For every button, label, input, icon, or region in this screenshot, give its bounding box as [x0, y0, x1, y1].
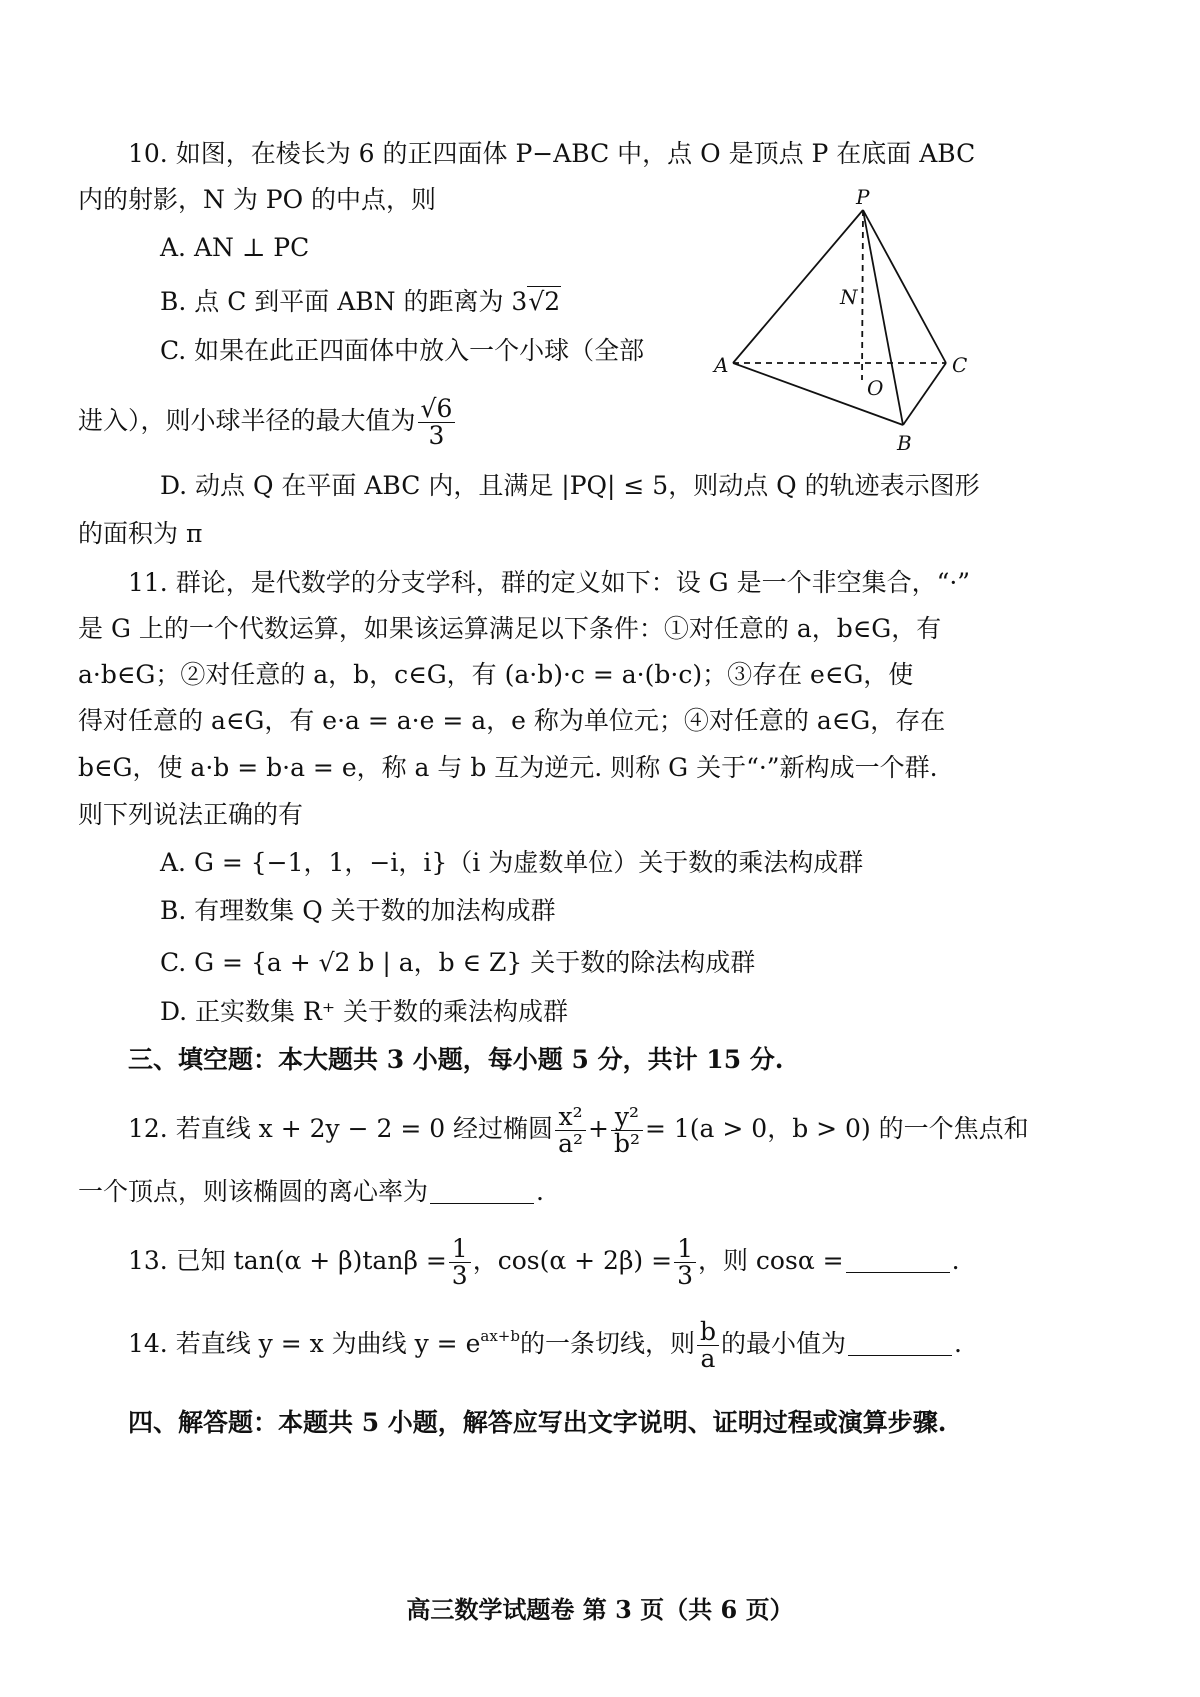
q10-c-frac-num: √6 — [418, 396, 456, 423]
q12-f1-den: a² — [558, 1129, 583, 1158]
q12-f2-num: y² — [611, 1104, 643, 1131]
q11-line-4: 得对任意的 a∈G，有 e·a = a·e = a，e 称为单位元；④对任意的 a∈G，存在 — [78, 706, 946, 735]
q11-option-a: A. G = {−1，1，−i，i}（i 为虚数单位）关于数的乘法构成群 — [160, 848, 864, 877]
label-b: B — [897, 431, 912, 455]
q13-f2-num: 1 — [674, 1236, 696, 1263]
label-c: C — [952, 353, 968, 377]
q14-f-num: b — [697, 1319, 719, 1346]
q13-end: . — [951, 1246, 960, 1275]
tetrahedron-figure — [700, 180, 990, 460]
section-3-heading: 三、填空题：本大题共 3 小题，每小题 5 分，共计 15 分. — [128, 1045, 784, 1074]
q14-pre: 14. 若直线 y = x 为曲线 y = e — [128, 1329, 481, 1358]
q12-end: . — [536, 1177, 544, 1206]
q10-option-c-line-2 — [78, 396, 457, 449]
label-n: N — [840, 285, 858, 309]
q12-line-1 — [128, 1104, 1029, 1157]
q13-fraction-1 — [449, 1236, 471, 1289]
q12-line-2-text: 一个顶点，则该椭圆的离心率为 — [78, 1177, 429, 1206]
q10-stem-line-2: 内的射影，N 为 PO 的中点，则 — [78, 185, 437, 214]
q12-pre: 12. 若直线 x + 2y − 2 = 0 经过椭圆 — [128, 1114, 554, 1143]
q10-option-d-line-1: D. 动点 Q 在平面 ABC 内，且满足 |PQ| ≤ 5，则动点 Q 的轨迹表示图形 — [160, 471, 980, 500]
q10-option-c-fraction — [418, 396, 456, 449]
q10-option-b-text: B. 点 C 到平面 ABN 的距离为 3 — [160, 287, 528, 316]
q10-option-c-text: 进入），则小球半径的最大值为 — [78, 406, 416, 435]
q13-post: ，则 cosα = — [697, 1246, 844, 1275]
q12-fraction-y — [611, 1104, 643, 1157]
q10-option-b — [160, 284, 561, 320]
q12-fraction-x — [555, 1104, 586, 1157]
q11-line-2: 是 G 上的一个代数运算，如果该运算满足以下条件：①对任意的 a，b∈G，有 — [78, 614, 942, 643]
q13-pre: 13. 已知 tan(α + β)tanβ = — [128, 1246, 447, 1275]
q14-line — [128, 1318, 962, 1372]
q14-end: . — [954, 1329, 962, 1358]
q12-post: = 1(a > 0，b > 0) 的一个焦点和 — [644, 1114, 1029, 1143]
label-a: A — [714, 353, 729, 377]
q12-line-2 — [78, 1174, 544, 1210]
q10-stem-line-1: 10. 如图，在棱长为 6 的正四面体 P−ABC 中，点 O 是顶点 P 在底面 ABC — [128, 139, 976, 168]
q11-line-5: b∈G，使 a·b = b·a = e，称 a 与 b 互为逆元. 则称 G 关于“·”新构成一个群. — [78, 753, 938, 782]
q13-answer-blank[interactable] — [846, 1246, 950, 1273]
q13-f1-den: 3 — [451, 1261, 468, 1290]
q11-line-6: 则下列说法正确的有 — [78, 800, 304, 829]
q12-answer-blank[interactable] — [430, 1177, 534, 1204]
q13-f2-den: 3 — [677, 1261, 693, 1290]
q11-option-c: C. G = {a + √2 b | a，b ∈ Z} 关于数的除法构成群 — [160, 948, 756, 977]
segment-po-hidden — [862, 210, 863, 380]
q12-plus: + — [588, 1114, 609, 1143]
q13-mid: ，cos(α + 2β) = — [472, 1246, 673, 1275]
q11-line-3: a·b∈G；②对任意的 a，b，c∈G，有 (a·b)·c = a·(b·c)；③存在 e∈G，使 — [78, 660, 914, 689]
q12-f1-num: x² — [555, 1104, 586, 1131]
q14-fraction — [697, 1319, 719, 1372]
page-footer: 高三数学试题卷 第 3 页（共 6 页） — [406, 1595, 794, 1624]
q14-f-den: a — [700, 1344, 716, 1373]
label-p: P — [856, 185, 870, 209]
label-o: O — [867, 376, 884, 400]
q10-option-a: A. AN ⊥ PC — [160, 233, 310, 262]
edge-cb — [903, 363, 946, 425]
q11-option-d: D. 正实数集 R⁺ 关于数的乘法构成群 — [160, 997, 568, 1026]
q13-f1-num: 1 — [449, 1236, 471, 1263]
q10-option-c-line-1: C. 如果在此正四面体中放入一个小球（全部 — [160, 336, 645, 365]
q10-option-b-sqrt: √2 — [528, 287, 561, 316]
edge-pc — [863, 210, 946, 363]
q11-line-1: 11. 群论，是代数学的分支学科，群的定义如下：设 G 是一个非空集合，“·” — [128, 568, 971, 597]
q14-exponent: ax+b — [480, 1327, 520, 1345]
q14-answer-blank[interactable] — [848, 1329, 952, 1356]
q10-option-d-line-2: 的面积为 π — [78, 519, 203, 548]
q11-option-b: B. 有理数集 Q 关于数的加法构成群 — [160, 896, 556, 925]
q12-f2-den: b² — [613, 1129, 640, 1158]
q10-c-frac-den: 3 — [428, 421, 445, 450]
q14-mid: 的一条切线，则 — [519, 1329, 695, 1358]
q13-line — [128, 1236, 960, 1289]
q13-fraction-2 — [674, 1236, 696, 1289]
section-4-heading: 四、解答题：本题共 5 小题，解答应写出文字说明、证明过程或演算步骤. — [128, 1408, 947, 1437]
q14-post: 的最小值为 — [720, 1329, 846, 1358]
